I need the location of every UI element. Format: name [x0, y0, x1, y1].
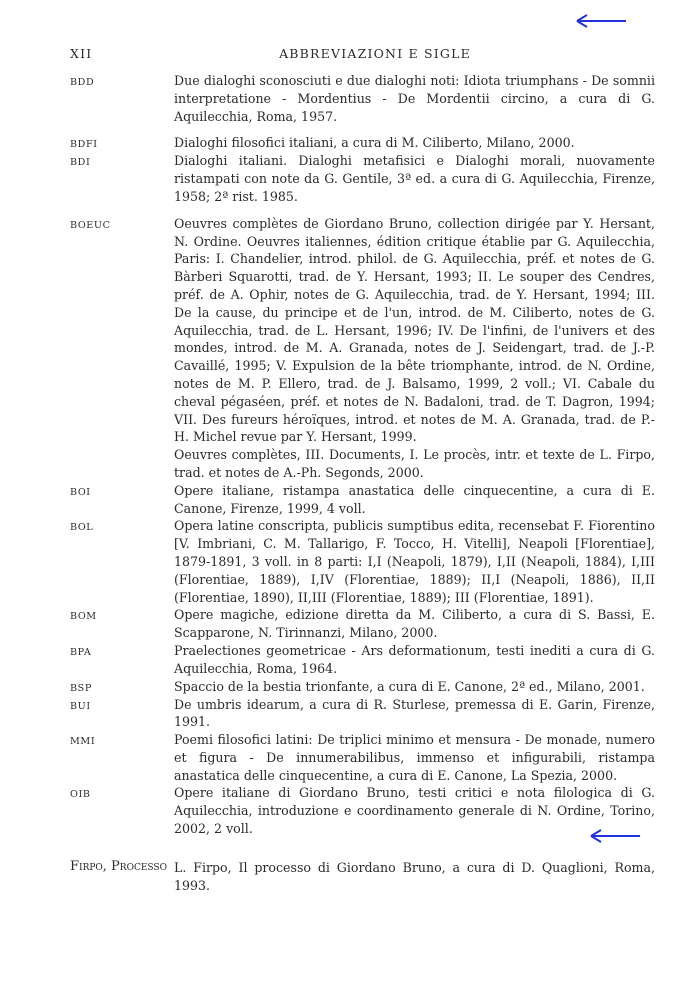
entry-abbr: BDD — [70, 77, 95, 88]
entry-text: Dialoghi italiani. Dialoghi metafisici e Dialoghi morali, nuovamente ristampati con note da G. Gentile, 3ª ed. a cura di G. Aquilecchia, Firenze, 1958; 2ª rist. 1985. — [174, 153, 655, 204]
running-head: ABBREVIAZIONI E SIGLE — [279, 46, 471, 61]
entry-body — [174, 517, 655, 606]
entry-abbr: BDI — [70, 157, 91, 169]
entry-abbr: MMI — [70, 736, 96, 748]
entry-abbr: BUI — [70, 700, 91, 712]
entry-body — [174, 642, 655, 678]
entry-text: Opere magiche, edizione diretta da M. Ciliberto, a cura di S. Bassi, E. Scapparone, N. Tirinnanzi, Milano, 2000. — [174, 607, 655, 641]
entry-body — [174, 731, 655, 784]
entry-text: Dialoghi filosofici italiani, a cura di M. Ciliberto, Milano, 2000. — [174, 135, 575, 151]
entry-body — [174, 678, 655, 696]
entry-bui — [70, 696, 655, 732]
entry-text: Oeuvres complètes, III. Documents, I. Le procès, intr. et texte de L. Firpo, trad. et notes de A.-Ph. Segonds, 2000. — [174, 447, 655, 480]
entry-text: Poemi filosofici latini: De triplici minimo et mensura - De monade, numero et figura - De innumerabilibus, immenso et infigurabili, ristampa anastatica delle cinquecentine, a cura di E. Canone, La Spezia, 2000. — [174, 732, 655, 783]
entry-text: Opera latine conscripta, publicis sumptibus edita, recensebat F. Fiorentino [V. Imbriani, C. M. Tallarigo, F. Tocco, H. Vitelli], Neapoli [Florentiae], 1879-1891, 3 voll. in 8 parti: I,I (Neapoli, 1879), I,II (Neapoli, 1884), I,III (Florentiae, 1889), I,IV (Florentiae, 1889); II,I (Neapoli, 1886), II,II (Florentiae, 1890), II,III (Florentiae, 1889); III (Florentiae, 1891). — [174, 518, 655, 605]
entry-text: L. Firpo, Il processo di Giordano Bruno, a cura di D. Quaglioni, Roma, 1993. — [174, 859, 655, 893]
entry-text: Due dialoghi sconosciuti e due dialoghi noti: Idiota triumphans - De somnii interpretatione - Mordentius - De Mordentii circino, a cura di G. Aquilecchia, Roma, 1957. — [174, 73, 655, 124]
entry-text: Spaccio de la bestia trionfante, a cura di E. Canone, 2ª ed., Milano, 2001. — [174, 678, 645, 694]
entry-abbr: BOL — [70, 522, 94, 534]
entry-body — [174, 152, 655, 205]
entry-bom — [70, 606, 655, 642]
entry-abbr: BDFI — [70, 139, 98, 151]
entry-text: Opere italiane, ristampa anastatica delle cinquecentine, a cura di E. Canone, Firenze, 1999, 4 voll. — [174, 482, 655, 516]
entry-bdi — [70, 152, 655, 205]
entry-body — [174, 859, 655, 895]
entry-body — [174, 72, 655, 125]
left-arrow-icon — [576, 14, 626, 28]
entry-abbr: OIB — [70, 789, 91, 801]
entry-abbr: Firpo, Processo — [70, 858, 167, 874]
entry-mmi — [70, 731, 655, 784]
left-arrow-icon — [590, 829, 640, 843]
entry-text: Praelectiones geometricae - Ars deformationum, testi inediti a cura di G. Aquilecchia, Roma, 1964. — [174, 642, 655, 676]
entry-body — [174, 784, 655, 837]
entry-oib — [70, 784, 655, 837]
entry-body — [174, 215, 655, 482]
entry-bdd — [70, 72, 655, 125]
entry-body — [174, 134, 655, 152]
abbreviation-list — [70, 72, 655, 894]
entry-bpa — [70, 642, 655, 678]
entry-abbr: BOEUC — [70, 219, 111, 231]
entry-text: De umbris idearum, a cura di R. Sturlese, premessa di E. Garin, Firenze, 1991. — [174, 696, 655, 730]
entry-bsp — [70, 678, 655, 696]
entry-body — [174, 482, 655, 518]
entry-boi — [70, 482, 655, 518]
entry-bdfi — [70, 134, 655, 152]
entry-boeuc — [70, 215, 655, 482]
page-header — [70, 44, 650, 64]
page-number: XII — [70, 46, 93, 61]
entry-bol — [70, 517, 655, 606]
entry-abbr: BOM — [70, 611, 97, 623]
entry-text: Oeuvres complètes de Giordano Bruno, collection dirigée par Y. Hersant, N. Ordine. Oeuvres italiennes, édition critique établie par G. Aquilecchia, Paris: I. Chandelier, introd. philol. de G. Aquilecchia, préf. et notes de G. Bàrberi Squarotti, trad. de Y. Hersant, 1993; II. Le souper des Cendres, préf. de A. Ophir, notes de G. Aquilecchia, trad. de Y. Hersant, 1994; III. De la cause, du principe et de l'un, introd. de M. Ciliberto, notes de G. Aquilecchia, trad. de L. Hersant, 1996; IV. De l'infini, de l'univers et des mondes, introd. de M. A. Granada, notes de J. Seidengart, trad. de J.-P. Cavaillé, 1995; V. Expulsion de la bête triomphante, introd. de N. Ordine, notes de M. P. Ellero, trad. de J. Balsamo, 1999, 2 voll.; VI. Cabale du cheval pégaséen, préf. et notes de N. Badaloni, trad. de T. Dagron, 1994; VII. Des fureurs héroïques, introd. et notes de M. A. Granada, trad. de P.-H. Michel revue par Y. Hersant, 1999. — [174, 215, 655, 445]
entry-body — [174, 696, 655, 732]
entry-abbr: BPA — [70, 646, 92, 658]
entry-abbr: BOI — [70, 486, 91, 498]
entry-abbr: BSP — [70, 682, 92, 694]
entry-text: Opere italiane di Giordano Bruno, testi critici e nota filologica di G. Aquilecchia, introduzione e coordinamento generale di N. Ordine, Torino, 2002, 2 voll. — [174, 785, 655, 837]
entry-body — [174, 606, 655, 642]
entry-firpo — [70, 859, 655, 895]
